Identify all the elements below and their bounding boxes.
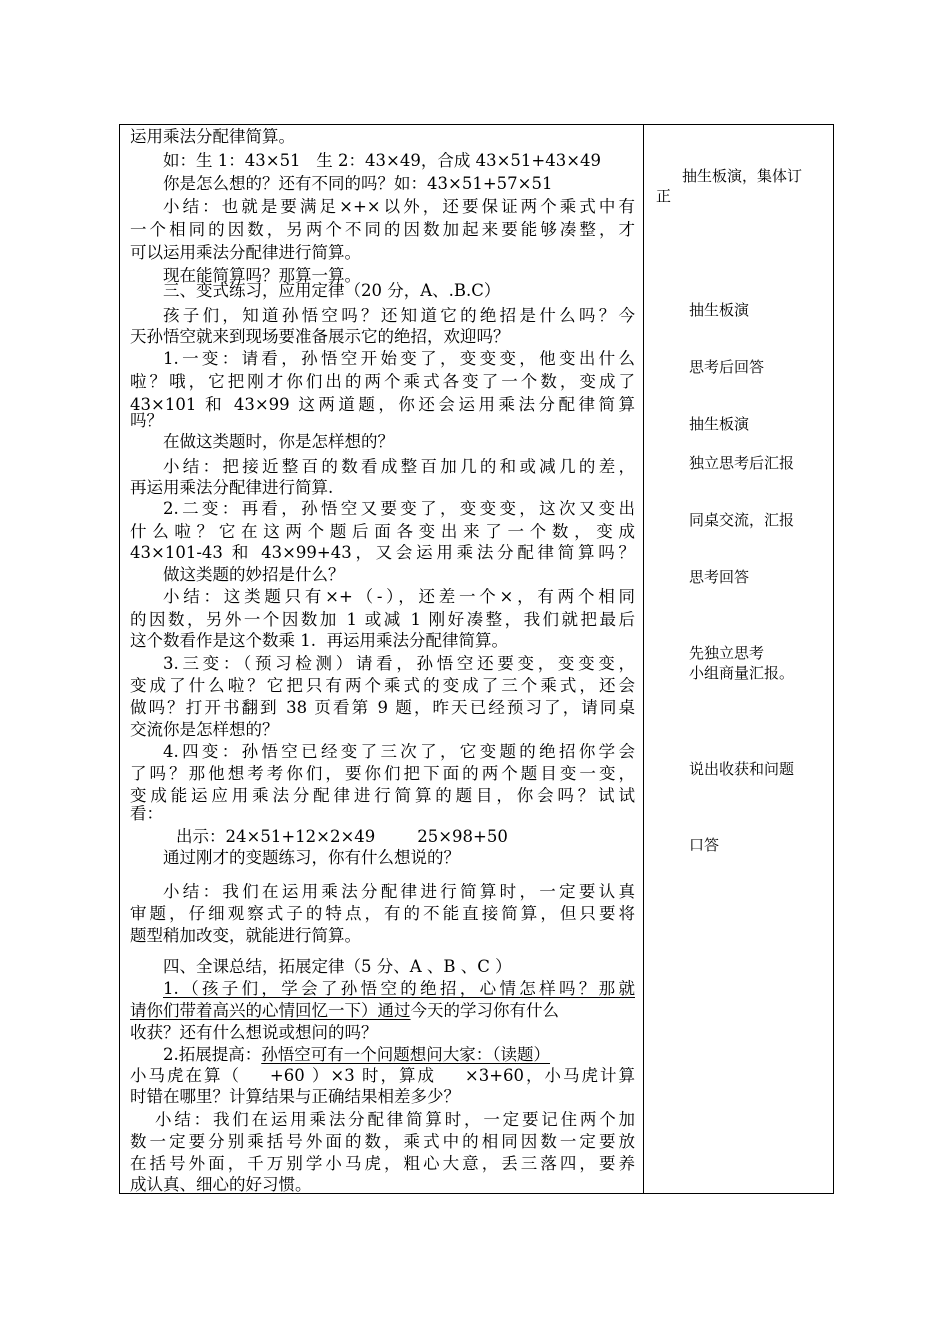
main-text-line-mixed <box>130 1001 559 1021</box>
main-text-line: 1.（孩子们，学会了孙悟空的绝招，心情怎样吗？那就 <box>163 979 635 998</box>
main-text-line: 了吗？那他想考考你们，要你们把下面的两个题目变一变， <box>130 764 635 783</box>
main-text-line: 变成了什么啦？它把只有两个乘式的变成了三个乘式，还会 <box>130 676 635 695</box>
side-note: 抽生板演 <box>689 301 750 319</box>
main-text-line: 如：生 1：43×51 生 2：43×49，合成 43×51+43×49 <box>163 151 602 170</box>
main-text-line: 1.一变：请看，孙悟空开始变了，变变变，他变出什么 <box>163 349 635 368</box>
main-text-line: 43×101 和 43×99 这两道题，你还会运用乘法分配律简算 <box>130 395 635 414</box>
main-text-line: 4.四变：孙悟空已经变了三次了，它变题的绝招你学会 <box>163 742 635 761</box>
main-text-line-mixed <box>130 1045 550 1065</box>
side-note: 小组商量汇报。 <box>689 664 795 682</box>
side-note: 抽生板演 <box>689 415 750 433</box>
main-text-line: 交流你是怎样想的？ <box>130 720 279 739</box>
main-text-line: 小结：我们在运用乘法分配律进行简算时，一定要认真 <box>163 882 635 901</box>
main-text-line: 题型稍加改变，就能进行简算。 <box>130 926 361 945</box>
main-text-line: 这个数看作是这个数乘 1. 再运用乘法分配律简算。 <box>130 631 508 650</box>
main-text-line: 成认真、细心的好习惯。 <box>130 1175 312 1194</box>
main-text-line: 啦？哦，它把刚才你们出的两个乘式各变了一个数，变成了 <box>130 372 635 391</box>
side-note: 口答 <box>689 836 720 854</box>
main-text-line: 小结：也就是要满足×+×以外，还要保证两个乘式中有 <box>163 197 635 216</box>
main-text-line: 时错在哪里？计算结果与正确结果相差多少？ <box>130 1087 460 1106</box>
plain-text: 2.拓展提高： <box>163 1045 262 1064</box>
section-heading: 四、全课总结，拓展定律（5 分、A 、B 、C ） <box>163 957 512 976</box>
main-text-line: 3.三变：（预习检测）请看，孙悟空还要变，变变变， <box>163 654 635 673</box>
main-text-line: 再运用乘法分配律进行简算. <box>130 478 334 497</box>
underlined-text: 请你们带着高兴的心情回忆一下）通过 <box>130 1001 411 1020</box>
main-text-line: 运用乘法分配律简算。 <box>130 127 295 146</box>
main-text-line: 的因数，另外一个因数加 1 或减 1 刚好凑整，我们就把最后 <box>130 610 635 629</box>
column-divider <box>643 124 644 1194</box>
main-text-line: 数一定要分别乘括号外面的数，乘式中的相同因数一定要放 <box>130 1132 635 1151</box>
main-text-line: 出示：24×51+12×2×49 25×98+50 <box>176 827 508 846</box>
main-text-line: 小马虎在算（ +60 ）×3 时，算成 ×3+60，小马虎计算 <box>130 1066 635 1085</box>
main-text-line: 变成能运应用乘法分配律进行简算的题目，你会吗？试试 <box>130 786 635 805</box>
main-text-line: 你是怎么想的？还有不同的吗？如：43×51+57×51 <box>163 174 553 193</box>
main-text-line: 一个相同的因数，另两个不同的因数加起来要能够凑整，才 <box>130 220 635 239</box>
main-text-line: 看： <box>130 804 163 823</box>
side-note: 抽生板演，集体订 <box>682 167 803 185</box>
main-text-line: 小结：把接近整百的数看成整百加几的和或减几的差， <box>163 457 635 476</box>
main-text-line: 43×101-43 和 43×99+43，又会运用乘法分配律简算吗？ <box>130 543 635 562</box>
main-text-line: 在做这类题时，你是怎样想的？ <box>163 432 394 451</box>
main-text-line: 孩子们，知道孙悟空吗？还知道它的绝招是什么吗？今 <box>163 306 635 325</box>
main-text-line: 做这类题的妙招是什么？ <box>163 565 345 584</box>
side-note: 思考回答 <box>689 568 750 586</box>
main-text-line: 收获？还有什么想说或想问的吗？ <box>130 1023 378 1042</box>
main-text-line: 做吗？打开书翻到 38 页看第 9 题，昨天已经预习了，请同桌 <box>130 698 635 717</box>
main-text-line: 审题，仔细观察式子的特点，有的不能直接简算，但只要将 <box>130 904 635 923</box>
main-text-line: 什么啦？它在这两个题后面各变出来了一个数，变成 <box>130 522 635 541</box>
main-text-line: 天孙悟空就来到现场要准备展示它的绝招，欢迎吗？ <box>130 327 510 346</box>
underlined-text: 孙悟空可有一个问题想问大家：（读题） <box>261 1045 550 1064</box>
main-text-line: 小结：这类题只有×+（-），还差一个×，有两个相同 <box>163 587 635 606</box>
main-text-line: 小结：我们在运用乘法分配律简算时，一定要记住两个加 <box>155 1110 635 1129</box>
main-text-line: 通过刚才的变题练习，你有什么想说的？ <box>163 848 460 867</box>
side-note: 独立思考后汇报 <box>689 454 795 472</box>
side-note: 先独立思考 <box>689 644 765 662</box>
main-text-line: 吗？ <box>130 411 163 430</box>
side-note: 思考后回答 <box>689 358 765 376</box>
side-note: 正 <box>656 187 672 205</box>
section-heading: 三、变式练习，应用定律（20 分，A、.B.C） <box>163 281 501 300</box>
main-text-line: 可以运用乘法分配律进行简算。 <box>130 243 361 262</box>
main-text-line: 在括号外面，千万别学小马虎，粗心大意，丢三落四，要养 <box>130 1154 635 1173</box>
side-note: 说出收获和问题 <box>689 760 795 778</box>
main-text-line: 2.二变：再看，孙悟空又要变了，变变变，这次又变出 <box>163 499 635 518</box>
side-note: 同桌交流，汇报 <box>689 511 795 529</box>
main-text-line: 现在能简算吗？那算一算。 <box>163 266 361 285</box>
plain-text: 今天的学习你有什么 <box>410 1001 559 1020</box>
